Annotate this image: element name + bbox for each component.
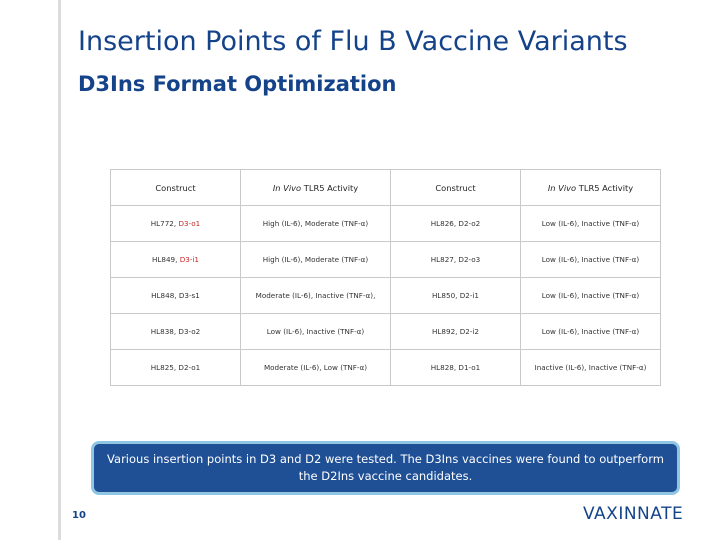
header-construct-1: Construct — [111, 170, 241, 206]
construct-cell: HL827, D2-o3 — [391, 242, 521, 278]
summary-callout: Various insertion points in D3 and D2 were tested. The D3Ins vaccines were found to outperform the D2Ins vaccine candidates. — [91, 441, 680, 495]
table-row — [111, 278, 661, 314]
activity-cell: Low (IL-6), Inactive (TNF-α) — [521, 242, 661, 278]
table-row — [111, 206, 661, 242]
header-activity-2-italic: In Vivo — [547, 182, 577, 193]
construct-cell: HL892, D2-i2 — [391, 314, 521, 350]
activity-cell: Low (IL-6), Inactive (TNF-α) — [521, 278, 661, 314]
activity-cell: Low (IL-6), Inactive (TNF-α) — [521, 206, 661, 242]
vaxinnate-logo: VAXINNATE — [583, 504, 684, 524]
header-activity-1 — [241, 170, 391, 206]
activity-cell: High (IL-6), Moderate (TNF-α) — [241, 242, 391, 278]
table-row — [111, 350, 661, 386]
page-number: 10 — [72, 510, 86, 521]
construct-id: HL772, — [150, 219, 179, 228]
slide-subtitle: D3Ins Format Optimization — [78, 72, 397, 96]
table-row — [111, 314, 661, 350]
construct-cell: HL826, D2-o2 — [391, 206, 521, 242]
left-margin-panel — [0, 0, 58, 540]
left-margin-divider — [58, 0, 61, 540]
activity-cell: Moderate (IL-6), Low (TNF-α) — [241, 350, 391, 386]
activity-cell: Inactive (IL-6), Inactive (TNF-α) — [521, 350, 661, 386]
construct-cell: HL828, D1-o1 — [391, 350, 521, 386]
construct-cell: HL825, D2-o1 — [111, 350, 241, 386]
header-activity-2 — [521, 170, 661, 206]
header-construct-2: Construct — [391, 170, 521, 206]
construct-activity-table — [110, 169, 661, 386]
construct-cell — [111, 242, 241, 278]
activity-cell: Low (IL-6), Inactive (TNF-α) — [241, 314, 391, 350]
slide-title: Insertion Points of Flu B Vaccine Variants — [78, 26, 628, 57]
header-activity-1-text: TLR5 Activity — [301, 182, 359, 193]
construct-cell: HL850, D2-i1 — [391, 278, 521, 314]
activity-cell: Low (IL-6), Inactive (TNF-α) — [521, 314, 661, 350]
construct-cell — [111, 206, 241, 242]
construct-cell: HL848, D3-s1 — [111, 278, 241, 314]
table-row — [111, 242, 661, 278]
activity-cell: Moderate (IL-6), Inactive (TNF-α), — [241, 278, 391, 314]
construct-cell: HL838, D3-o2 — [111, 314, 241, 350]
construct-insertion-highlight: D3-o1 — [178, 219, 201, 228]
table-header-row — [111, 170, 661, 206]
header-activity-1-italic: In Vivo — [272, 182, 302, 193]
activity-cell: High (IL-6), Moderate (TNF-α) — [241, 206, 391, 242]
construct-id: HL849, — [152, 255, 180, 264]
header-activity-2-text: TLR5 Activity — [576, 182, 634, 193]
construct-insertion-highlight: D3-i1 — [179, 255, 199, 264]
